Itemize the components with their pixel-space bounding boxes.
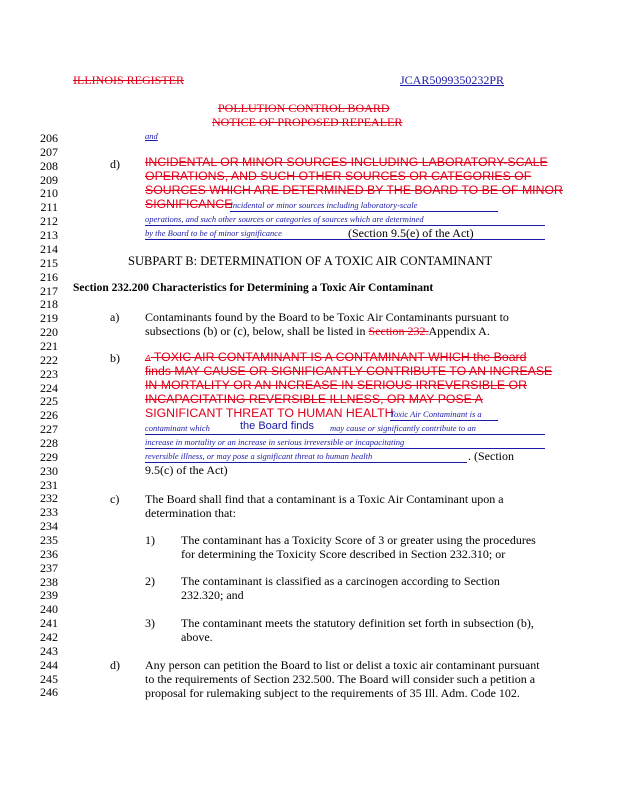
line-number: 209 [40, 172, 58, 187]
jcar-code: JCAR5099350232PR [400, 73, 505, 87]
item-text: for determining the Toxicity Score described in Section 232.310; or [181, 547, 506, 561]
para-label: d) [110, 157, 120, 171]
para-d-line: Any person can petition the Board to list or delist a toxic air contaminant pursuant [145, 658, 540, 672]
line-number: 207 [40, 144, 58, 159]
citation: (Section 9.5(e) of the Act) [348, 226, 474, 240]
deleted-text: OPERATIONS, AND SUCH OTHER SOURCES OR CATEGORIES OF [145, 169, 532, 183]
line-number: 216 [40, 269, 58, 284]
agency-title: POLLUTION CONTROL BOARD [218, 101, 390, 115]
deleted-text: SOURCES WHICH ARE DETERMINED BY THE BOARD TO BE OF MINOR [145, 183, 563, 197]
inserted-text: Toxic Air Contaminant is a [390, 409, 482, 419]
para-a-line: subsections (b) or (c), below, shall be listed in Section 232.Appendix A. [145, 324, 490, 338]
section-heading: Section 232.200 Characteristics for Determining a Toxic Air Contaminant [73, 282, 434, 294]
item-text: The contaminant is classified as a carcinogen according to Section [181, 574, 500, 588]
line-number: 226 [40, 408, 58, 423]
insert-rule [145, 434, 545, 435]
line-number: 239 [40, 588, 58, 603]
line-number: 224 [40, 380, 58, 395]
inserted-text: reversible illness, or may pose a significant threat to human health [145, 451, 373, 461]
deleted-text: INCIDENTAL OR MINOR SOURCES INCLUDING LABORATORY-SCALE [145, 155, 548, 169]
insert-rule [145, 225, 545, 226]
line-number: 227 [40, 422, 58, 437]
line-number: 244 [40, 657, 58, 672]
inserted-and: and [145, 131, 158, 141]
line-number: 215 [40, 255, 58, 270]
item-text: The contaminant meets the statutory definition set forth in subsection (b), [181, 616, 534, 630]
insert-rule [390, 420, 498, 421]
item-number: 1) [145, 533, 155, 547]
inserted-text: Incidental or minor sources including laboratory-scale [230, 200, 418, 210]
para-label: b) [110, 351, 120, 365]
line-number: 245 [40, 671, 58, 686]
line-number: 218 [40, 297, 58, 312]
citation: 9.5(c) of the Act) [145, 463, 228, 477]
line-number: 223 [40, 366, 58, 381]
para-d-line: proposal for rulemaking subject to the requirements of 35 Ill. Adm. Code 102. [145, 686, 520, 700]
deleted-text: SIGNIFICANT THREAT TO HUMAN HEALTH [145, 406, 394, 420]
item-text: above. [181, 630, 213, 644]
para-c-line: determination that: [145, 506, 236, 520]
line-number: 230 [40, 463, 58, 478]
line-number: 241 [40, 616, 58, 631]
insert-rule [230, 211, 498, 212]
item-number: 3) [145, 616, 155, 630]
line-number: 235 [40, 532, 58, 547]
line-number: 220 [40, 325, 58, 339]
line-number: 228 [40, 435, 58, 450]
inserted-text: contaminant which [145, 423, 210, 433]
line-number: 206 [40, 131, 58, 145]
para-a-line: Contaminants found by the Board to be Toxic Air Contaminants pursuant to [145, 310, 509, 324]
line-number: 232 [40, 491, 58, 506]
line-number: 210 [40, 186, 58, 201]
para-label: c) [110, 492, 120, 506]
line-number: 219 [40, 311, 58, 326]
line-number: 229 [40, 449, 58, 464]
line-number: 221 [40, 338, 58, 353]
line-number: 208 [40, 158, 58, 173]
inserted-text: increase in mortality or an increase in serious irreversible or incapacitating [145, 437, 405, 447]
register-title: ILLINOIS REGISTER [73, 73, 184, 87]
deleted-text: Section 232. [368, 324, 429, 338]
line-number: 211 [40, 200, 58, 215]
line-number: 222 [40, 352, 58, 367]
deleted-text: INCAPACITATING REVERSIBLE ILLNESS, OR MAY POSE A [145, 392, 483, 406]
inserted-text: the Board finds [240, 420, 314, 432]
line-number: 233 [40, 505, 58, 520]
deleted-text: SIGNIFICANCE [145, 197, 233, 211]
citation: . (Section [468, 449, 514, 463]
inserted-text: by the Board to be of minor significance [145, 228, 282, 238]
line-number: 240 [40, 602, 58, 617]
para-label: a) [110, 310, 120, 324]
item-number: 2) [145, 574, 155, 588]
item-text: 232.320; and [181, 588, 244, 602]
notice-title: NOTICE OF PROPOSED REPEALER [212, 115, 403, 129]
line-number: 237 [40, 560, 58, 575]
subpart-heading: SUBPART B: DETERMINATION OF A TOXIC AIR CONTAMINANT [128, 254, 493, 268]
line-number: 243 [40, 643, 58, 658]
line-number: 242 [40, 630, 58, 644]
deleted-text: IN MORTALITY OR AN INCREASE IN SERIOUS IRREVERSIBLE OR [145, 378, 527, 392]
line-number: 234 [40, 519, 58, 534]
inserted-text: may cause or significantly contribute to an [330, 423, 476, 433]
deleted-text: finds MAY CAUSE OR SIGNIFICANTLY CONTRIBUTE TO AN INCREASE [145, 364, 553, 378]
line-number: 238 [40, 574, 58, 589]
line-number: 246 [40, 685, 58, 700]
para-label: d) [110, 658, 120, 672]
line-number: 236 [40, 546, 58, 561]
para-c-line: The Board shall find that a contaminant is a Toxic Air Contaminant upon a [145, 492, 504, 506]
item-text: The contaminant has a Toxicity Score of 3 or greater using the procedures [181, 533, 536, 547]
insert-rule [145, 239, 545, 240]
line-number: 214 [40, 241, 58, 256]
line-number: 217 [40, 283, 58, 298]
line-number: 212 [40, 214, 58, 229]
line-number: 213 [40, 228, 58, 242]
inserted-text: operations, and such other sources or categories of sources which are determined [145, 214, 424, 224]
line-number: 231 [40, 477, 58, 492]
line-number: 225 [40, 394, 58, 409]
deleted-text: A TOXIC AIR CONTAMINANT IS A CONTAMINANT WHICH the Board [145, 350, 527, 364]
para-d-line: to the requirements of Section 232.500. The Board will consider such a petition a [145, 672, 536, 686]
